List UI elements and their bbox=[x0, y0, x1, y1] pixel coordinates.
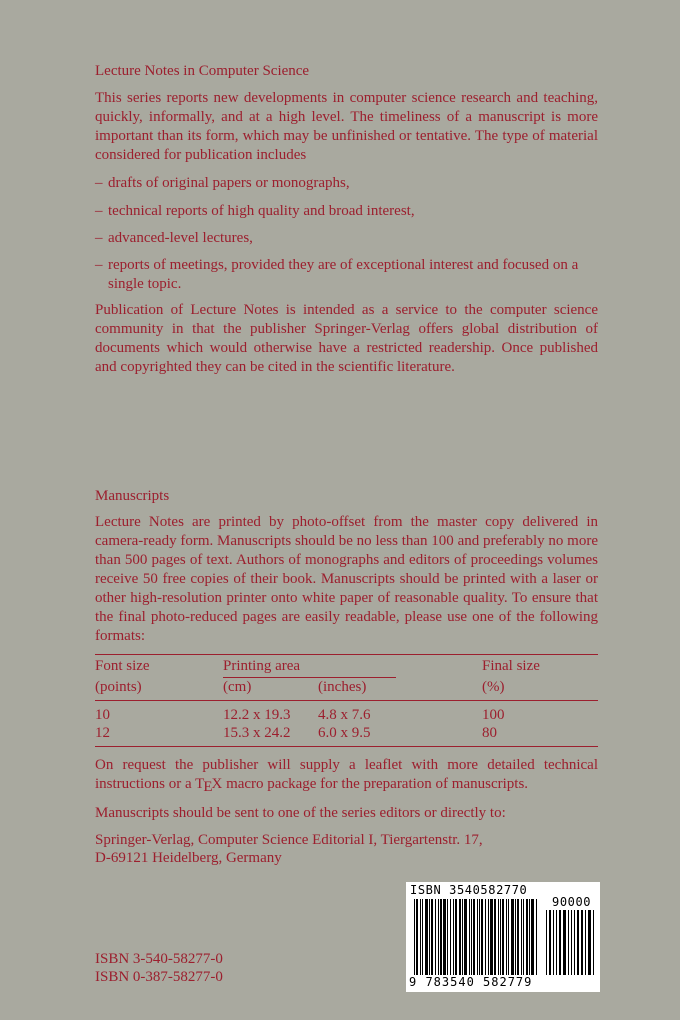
barcode-addon-digits: 90000 bbox=[552, 895, 592, 909]
address-line: Springer-Verlag, Computer Science Editorial I, Tiergartenstr. 17, bbox=[95, 832, 483, 848]
list-item: – drafts of original papers or monographs, bbox=[95, 175, 350, 191]
barcode bbox=[406, 882, 600, 992]
list-item: – technical reports of high quality and broad interest, bbox=[95, 203, 415, 219]
send-to-text: Manuscripts should be sent to one of the series editors or directly to: bbox=[95, 805, 506, 821]
header-cm: (cm) bbox=[223, 679, 252, 695]
tex-logo: TEX bbox=[195, 776, 223, 795]
barcode-ean-digits: 9 783540 582779 bbox=[409, 975, 533, 989]
address-line: D-69121 Heidelberg, Germany bbox=[95, 850, 282, 866]
series-intro: This series reports new developments in computer science research and teaching, quickly, informally, and at a high level. The timeliness of a manuscript is more important than its form, which may be unfinished or tentative. The type of material considered for publication includes bbox=[95, 90, 598, 163]
table-cell-points: 10 bbox=[95, 707, 110, 723]
isbn-line: ISBN 0-387-58277-0 bbox=[95, 969, 223, 985]
table-rule-bottom bbox=[95, 746, 598, 747]
list-item: – reports of meetings, provided they are of exceptional interest and focused on a single topic. bbox=[95, 257, 579, 292]
table-cell-cm: 15.3 x 24.2 bbox=[223, 725, 291, 741]
header-inches: (inches) bbox=[318, 679, 367, 695]
table-cell-points: 12 bbox=[95, 725, 110, 741]
header-font-size: Font size bbox=[95, 658, 150, 674]
manuscripts-body: Lecture Notes are printed by photo-offset from the master copy delivered in camera-ready form. Manuscripts should be no less than 100 and preferably no more than 500 pages of text. Authors of monographs and editors of proceedings volumes receive 50 free copies of their book. Manuscripts should be printed with a laser or other high-resolution printer onto white paper of reasonable quality. To ensure that the final photo-reduced pages are easily readable, please use one of the following formats: bbox=[95, 514, 598, 644]
table-rule-mid bbox=[95, 700, 598, 701]
table-cell-inches: 4.8 x 7.6 bbox=[318, 707, 371, 723]
request-paragraph: On request the publisher will supply a leaflet with more detailed technical instructions or a TEX macro package for the preparation of manuscripts. bbox=[95, 757, 598, 795]
series-heading: Lecture Notes in Computer Science bbox=[95, 63, 310, 79]
manuscripts-heading: Manuscripts bbox=[95, 488, 170, 504]
table-cell-cm: 12.2 x 19.3 bbox=[223, 707, 291, 723]
header-printing-area: Printing area bbox=[223, 658, 301, 674]
isbn-line: ISBN 3-540-58277-0 bbox=[95, 951, 223, 967]
header-font-units: (points) bbox=[95, 679, 142, 695]
barcode-isbn-label: ISBN 3540582770 bbox=[410, 883, 528, 897]
table-cell-inches: 6.0 x 9.5 bbox=[318, 725, 371, 741]
header-percent: (%) bbox=[482, 679, 505, 695]
table-rule-top bbox=[95, 654, 598, 655]
header-final-size: Final size bbox=[482, 658, 540, 674]
table-cell-final: 100 bbox=[482, 707, 505, 723]
table-cell-final: 80 bbox=[482, 725, 497, 741]
list-item: – advanced-level lectures, bbox=[95, 230, 253, 246]
series-closing: Publication of Lecture Notes is intended as a service to the computer science community in that the publisher Springer-Verlag offers global distribution of documents which would otherwise have a restricted readership. Once published and copyrighted they can be cited in the scientific literature. bbox=[95, 302, 598, 375]
